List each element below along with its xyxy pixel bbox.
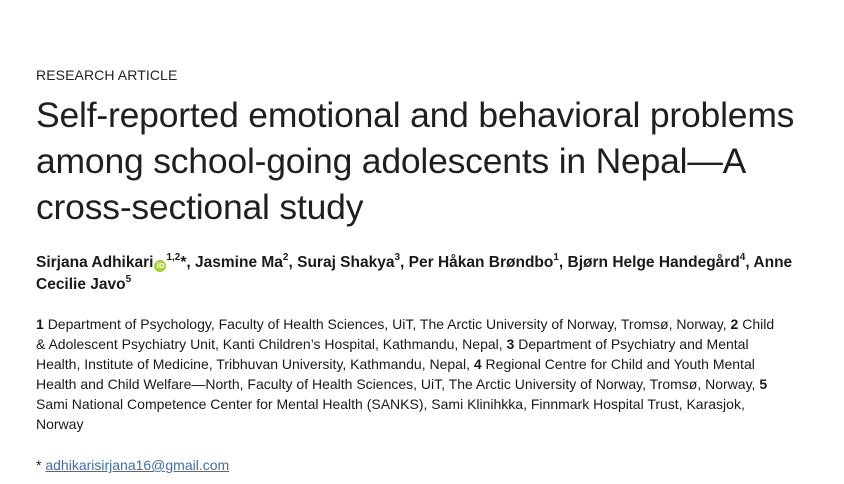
affiliation-number: 1 bbox=[36, 316, 44, 332]
affiliation-text: Department of Psychology, Faculty of Health Sciences, UiT, The Arctic University of Norway, Tromsø, Norway bbox=[47, 316, 723, 332]
author-name: Suraj Shakya bbox=[297, 254, 395, 271]
orcid-icon[interactable]: iD bbox=[156, 262, 165, 270]
author-name: Anne Cecilie Javo bbox=[36, 254, 793, 293]
author-affiliation-sup: 1 bbox=[553, 251, 559, 263]
affiliation-list: 1 Department of Psychology, Faculty of Health Sciences, UiT, The Arctic University of Norway, Tromsø, Norway, 2 Child & Adolescent Psychiatry Unit, Kanti Children’s Hospital, Kathmandu, Nepal, 3 Department of Psychiatry and Mental Health, Institute of Medicine, Tribhuvan University, Kathmandu, Nepal, 4 Regional Centre for Child and Youth Mental Health and Child Welfare—North, Faculty of Health Sciences, UiT, The Arctic University of Norway, Tromsø, Norway, 5 Sami National Competence Center for Mental Health (SANKS), Sami Klinihkka, Finnmark Hospital Trust, Karasjok, Norway bbox=[36, 316, 775, 432]
affiliation-text: Child & Adolescent Psychiatry Unit, Kanti Children’s Hospital, Kathmandu, Nepal bbox=[36, 316, 775, 352]
affiliation-text: Sami National Competence Center for Mental Health (SANKS), Sami Klinihkka, Finnmark Hospital Trust, Karasjok, Norway bbox=[36, 396, 745, 432]
author-affiliation-sup: 1,2 bbox=[166, 251, 181, 263]
author-affiliation-sup: 3 bbox=[394, 251, 401, 263]
author-name: Bjørn Helge Handegård bbox=[567, 254, 740, 271]
author-affiliation-sup: 5 bbox=[125, 273, 132, 285]
author-name: Jasmine Ma bbox=[195, 254, 283, 271]
corresponding-marker: * bbox=[36, 457, 42, 473]
affiliation-number: 2 bbox=[730, 316, 739, 332]
affiliation-number: 4 bbox=[473, 356, 482, 372]
author-list: Sirjana Adhikari iD$^{1,2}$*, Jasmine Ma$^2$, Suraj Shakya$^3$, Per Håkan Brøndbo$^1$, Bjørn Helge Handegård$^4$, Anne Cecilie Javo$^5$ bbox=[36, 251, 793, 293]
affiliation-text: Regional Centre for Child and Youth Mental Health and Child Welfare—North, Faculty of Health Sciences, UiT, The Arctic University of Norway, Tromsø, Norway bbox=[36, 356, 755, 392]
author-name: Per Håkan Brøndbo bbox=[408, 254, 554, 271]
affiliation-number: 5 bbox=[759, 376, 768, 392]
corresponding-author-marker: * bbox=[180, 254, 187, 271]
affiliation-number: 3 bbox=[506, 336, 515, 352]
article-title: Self-reported emotional and behavioral problems among school-going adolescents in Nepal—A cross-sectional study bbox=[36, 95, 795, 227]
author-name: Sirjana Adhikari bbox=[36, 254, 154, 271]
author-affiliation-sup: 2 bbox=[282, 251, 289, 263]
affiliation-text: Department of Psychiatry and Mental Health, Institute of Medicine, Tribhuvan University, Kathmandu, Nepal bbox=[36, 336, 749, 372]
author-affiliation-sup: 4 bbox=[739, 251, 746, 263]
article-type-label: RESEARCH ARTICLE bbox=[36, 67, 178, 83]
email-link[interactable]: adhikarisirjana16@gmail.com bbox=[45, 457, 230, 473]
correspondence-line bbox=[36, 455, 826, 475]
article-header bbox=[36, 66, 826, 475]
